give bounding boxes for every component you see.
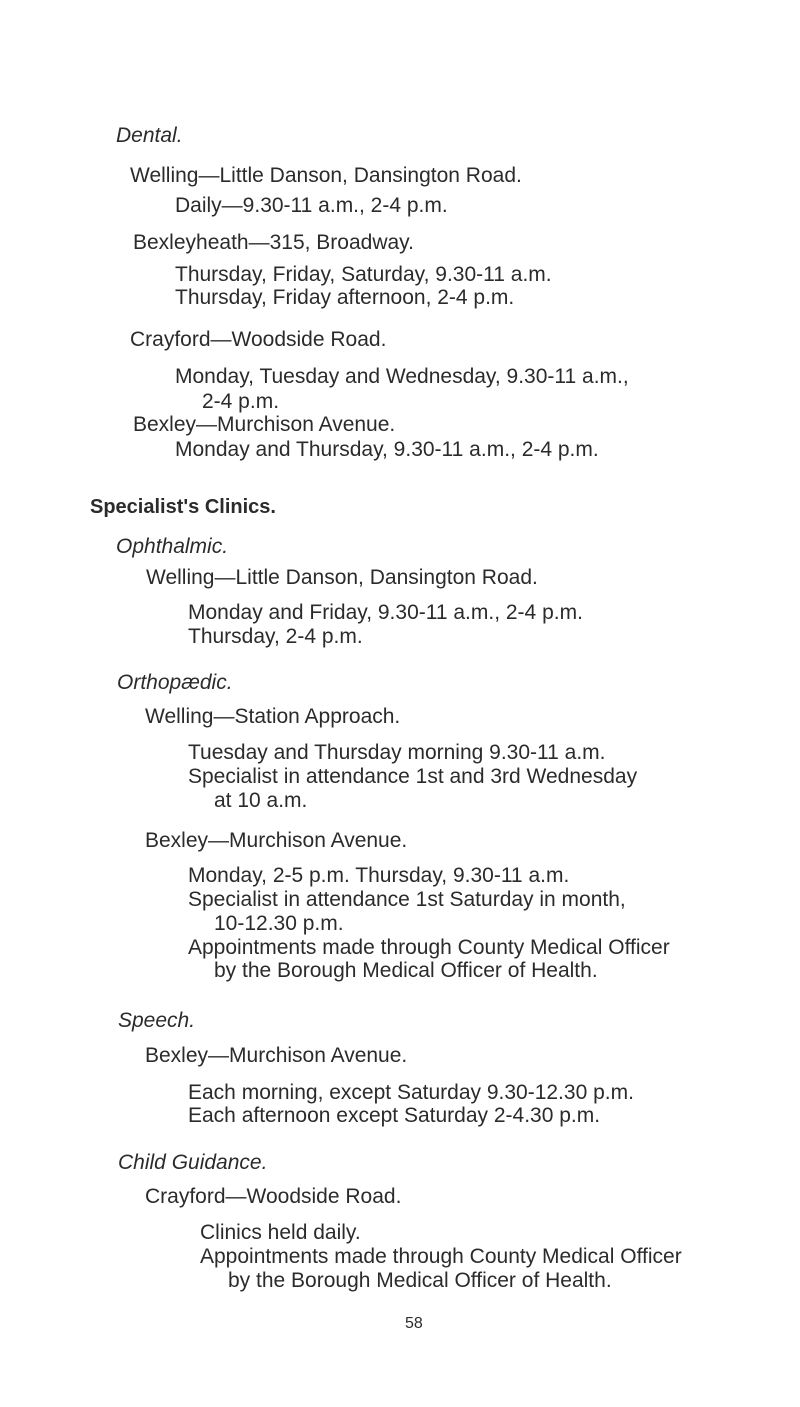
clinic-location: Bexley—Murchison Avenue. (145, 829, 408, 852)
clinic-location: Welling—Little Danson, Dansington Road. (146, 566, 538, 589)
clinic-location: Bexley—Murchison Avenue. (145, 1044, 408, 1067)
clinic-hours: Specialist in attendance 1st Saturday in month, (188, 888, 626, 911)
clinic-hours: Monday, 2-5 p.m. Thursday, 9.30-11 a.m. (188, 864, 570, 887)
clinic-hours: Monday, Tuesday and Wednesday, 9.30-11 a.m., (175, 365, 629, 388)
clinic-location: Welling—Little Danson, Dansington Road. (130, 164, 522, 187)
clinic-hours: 2-4 p.m. (202, 390, 280, 413)
clinic-hours: Each afternoon except Saturday 2-4.30 p.m. (188, 1104, 601, 1127)
clinic-location: Crayford—Woodside Road. (130, 328, 387, 351)
clinic-hours: 10-12.30 p.m. (214, 912, 344, 935)
section-heading-specialists: Specialist's Clinics. (90, 496, 276, 518)
clinic-hours: Each morning, except Saturday 9.30-12.30 p.m. (188, 1081, 634, 1104)
clinic-hours: Thursday, Friday, Saturday, 9.30-11 a.m. (175, 263, 552, 286)
appointment-note: Appointments made through County Medical Officer (188, 936, 670, 959)
clinic-hours: Daily—9.30-11 a.m., 2-4 p.m. (175, 194, 448, 217)
clinic-hours: Thursday, 2-4 p.m. (188, 625, 363, 648)
subsection-heading-speech: Speech. (118, 1009, 196, 1032)
clinic-hours: Tuesday and Thursday morning 9.30-11 a.m. (188, 741, 606, 764)
page-number: 58 (405, 1315, 423, 1332)
appointment-note: Appointments made through County Medical Officer (200, 1245, 682, 1268)
subsection-heading-orthopaedic: Orthopædic. (117, 671, 233, 694)
clinic-location: Bexleyheath—315, Broadway. (133, 231, 414, 254)
clinic-location: Welling—Station Approach. (145, 705, 401, 728)
subsection-heading-child-guidance: Child Guidance. (118, 1151, 268, 1174)
appointment-note: by the Borough Medical Officer of Health. (228, 1269, 612, 1292)
section-heading-dental: Dental. (116, 124, 183, 147)
clinic-location: Crayford—Woodside Road. (145, 1185, 402, 1208)
clinic-hours: Specialist in attendance 1st and 3rd Wednesday (188, 765, 638, 788)
subsection-heading-ophthalmic: Ophthalmic. (116, 535, 229, 558)
clinic-hours: Thursday, Friday afternoon, 2-4 p.m. (175, 286, 515, 309)
clinic-hours: Monday and Thursday, 9.30-11 a.m., 2-4 p.m. (175, 438, 599, 461)
clinic-hours: at 10 a.m. (214, 789, 308, 812)
clinic-location: Bexley—Murchison Avenue. (133, 413, 396, 436)
clinic-hours: Monday and Friday, 9.30-11 a.m., 2-4 p.m. (188, 601, 583, 624)
clinic-hours: Clinics held daily. (200, 1221, 361, 1244)
appointment-note: by the Borough Medical Officer of Health. (214, 959, 598, 982)
